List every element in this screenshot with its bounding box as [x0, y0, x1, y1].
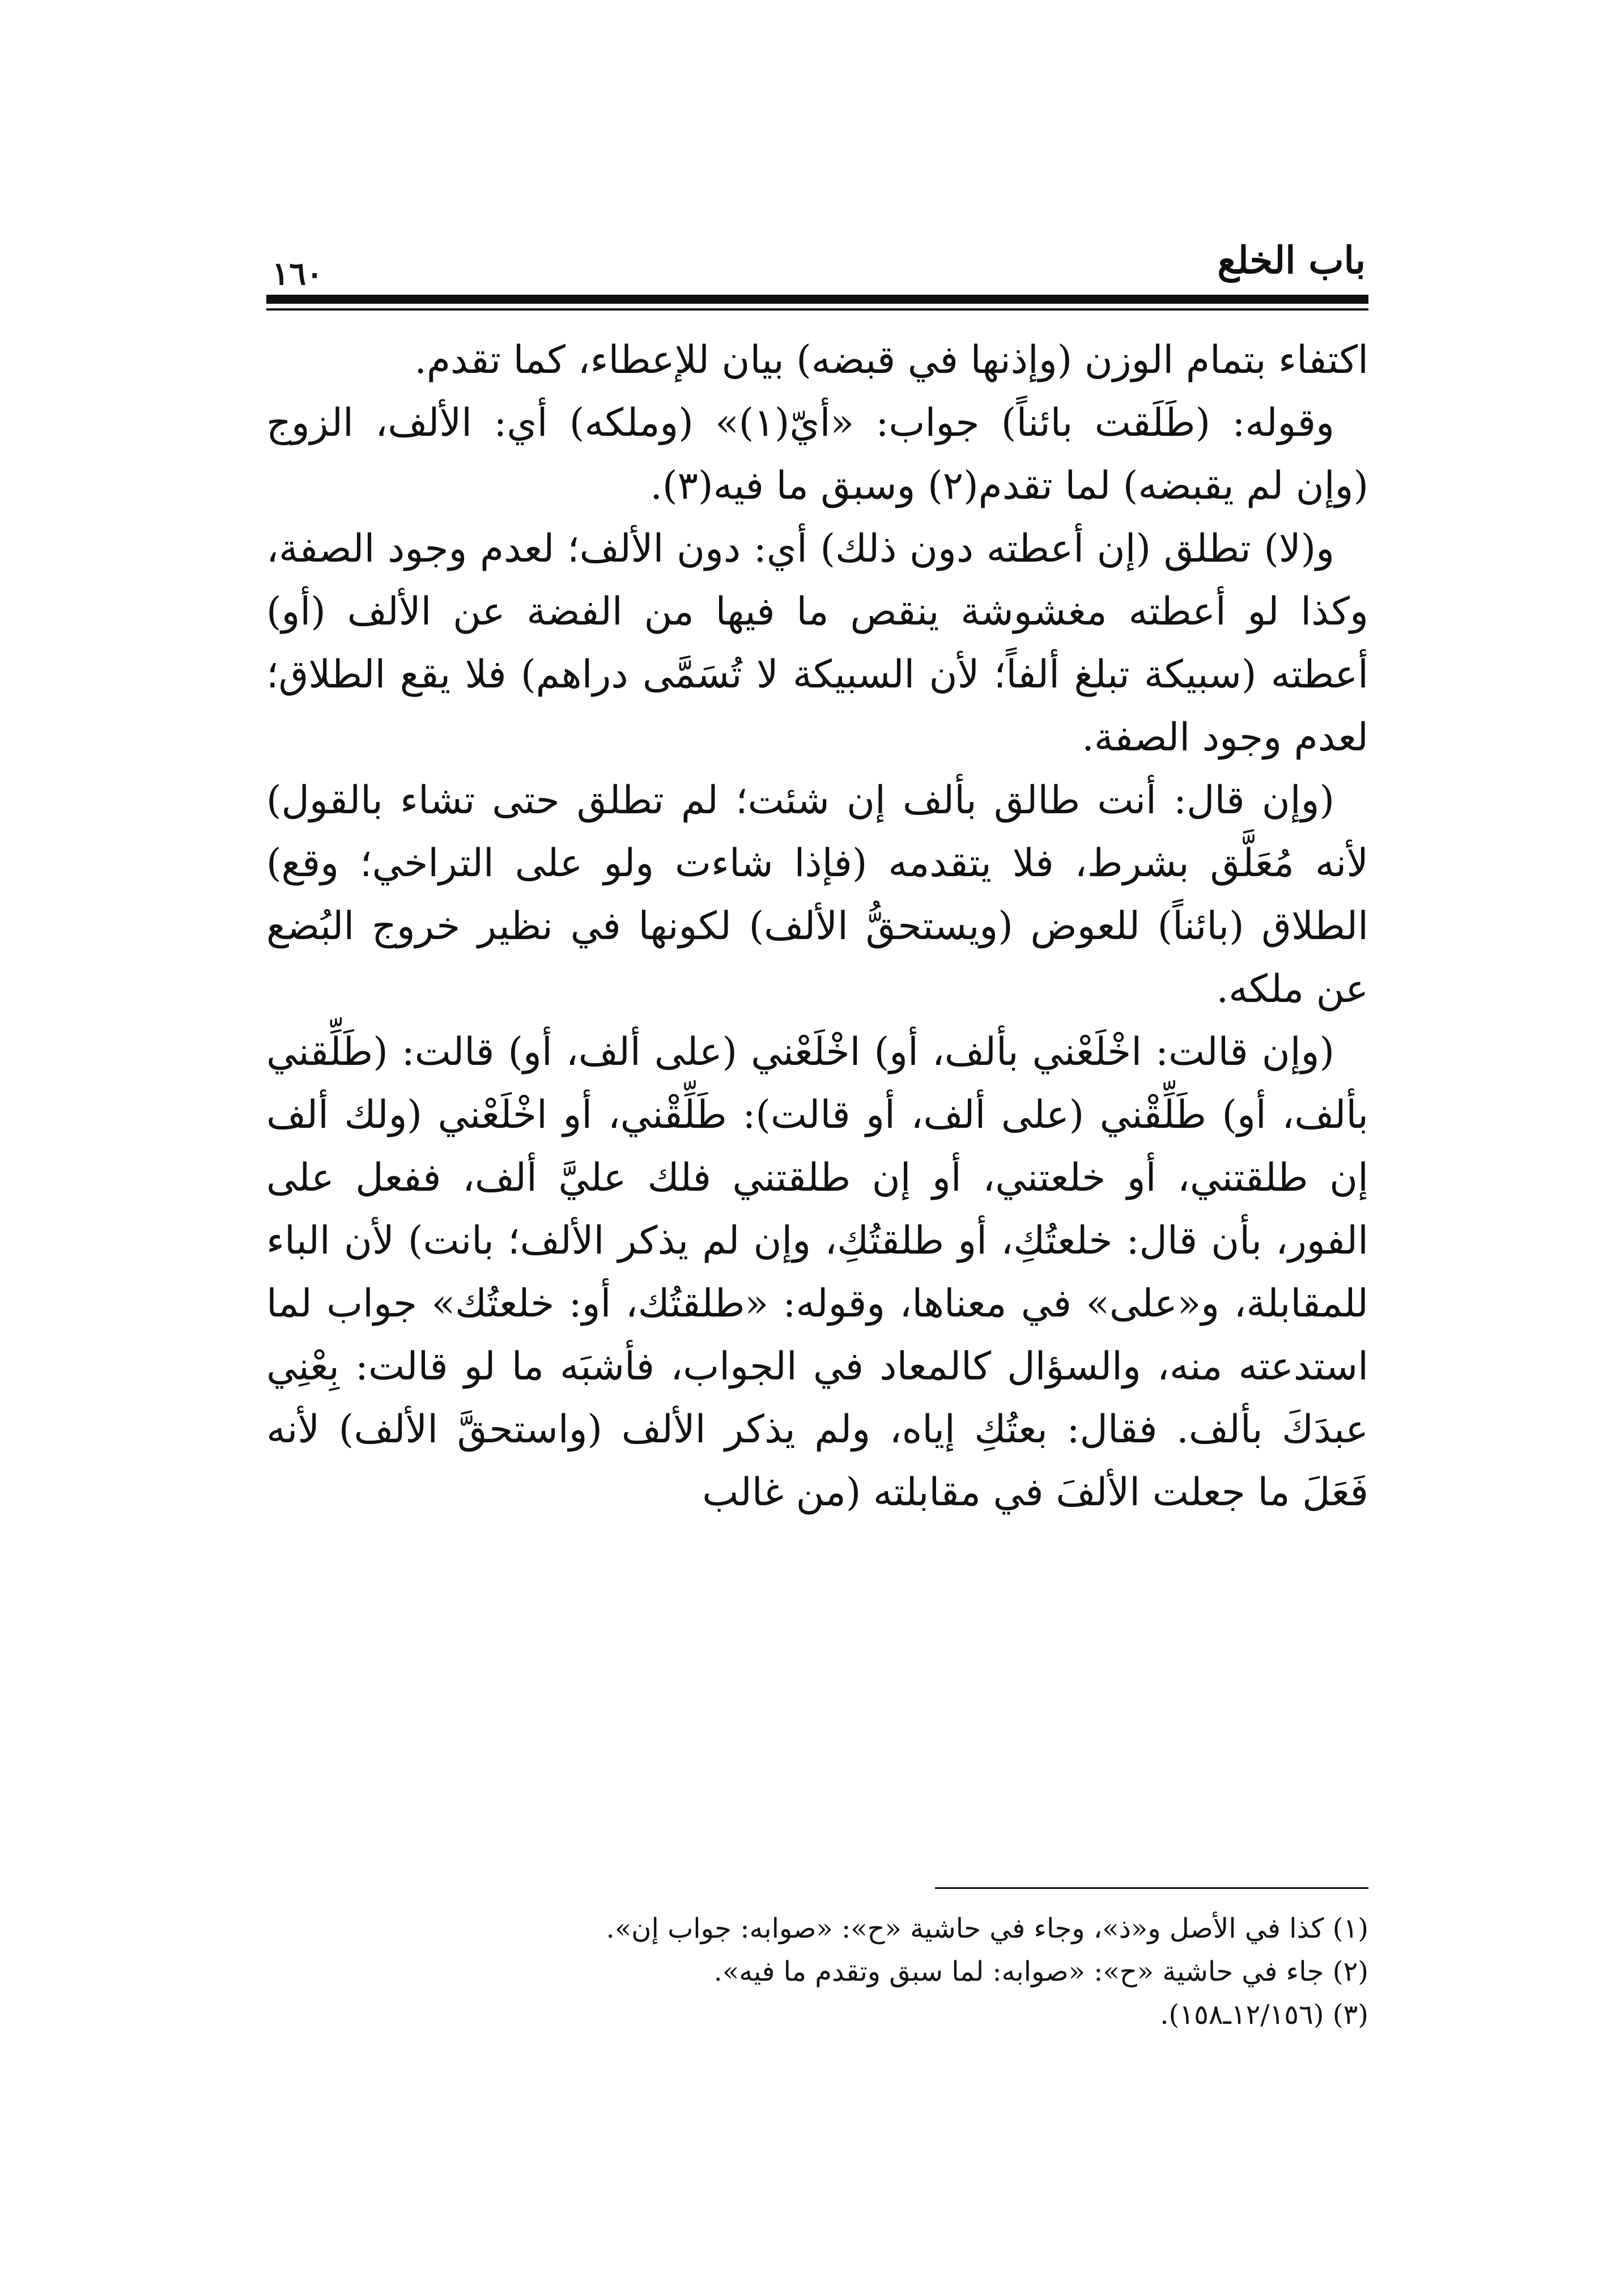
paragraph: وقوله: (طَلَقت بائناً) جواب: «أيّ(١)» (وملكه) أي: الألف، الزوج (وإن لم يقبضه) لما تقدم(٢) وسبق ما فيه(٣). — [266, 401, 1368, 508]
paragraph: (وإن قال: أنت طالق بألف إن شئت؛ لم تطلق حتى تشاء بالقول) لأنه مُعَلَّق بشرط، فلا يتقدمه (فإذا شاءت ولو على التراخي؛ وقع) الطلاق (بائناً) للعوض (ويستحقُّ الألف) لكونها في نظير خروج البُضع عن ملكه. — [266, 778, 1368, 1012]
footnotes — [266, 1907, 1368, 2036]
paragraph: (وإن قالت: اخْلَعْني بألف، أو) اخْلَعْني (على ألف، أو) قالت: (طَلِّقني بألف، أو) طَلِّقْني (على ألف، أو قالت): طَلِّقْني، أو اخْلَعْني (ولك ألف إن طلقتني، أو خلعتني، أو إن طلقتني فلك عليَّ ألف، ففعل على الفور، بأن قال: خلعتُكِ، أو طلقتُكِ، وإن لم يذكر الألف؛ بانت) لأن الباء للمقابلة، و«على» في معناها، وقوله: «طلقتُك، أو: خلعتُك» جواب لما استدعته منه، والسؤال كالمعاد في الجواب، فأشبَه ما لو قالت: بِعْنِي عبدَكَ بألف. فقال: بعتُكِ إياه، ولم يذكر الألف (واستحقَّ الألف) لأنه فَعَلَ ما جعلت الألفَ في مقابلته (من غالب — [266, 1030, 1368, 1515]
header-rule-thick — [266, 295, 1368, 304]
main-text — [266, 329, 1368, 1524]
footnote: (١) كذا في الأصل و«ذ»، وجاء في حاشية «ح»: «صوابه: جواب إن». — [606, 1913, 1368, 1944]
footnote: (٣) (١٢/١٥٦ـ١٥٨). — [1160, 1999, 1368, 2031]
paragraph: و(لا) تطلق (إن أعطته دون ذلك) أي: دون الألف؛ لعدم وجود الصفة، وكذا لو أعطته مغشوشة ينقص ما فيها من الفضة عن الألف (أو) أعطته (سبيكة تبلغ ألفاً؛ لأن السبيكة لا تُسَمَّى دراهم) فلا يقع الطلاق؛ لعدم وجود الصفة. — [266, 526, 1368, 760]
footnote: (٢) جاء في حاشية «ح»: «صوابه: لما سبق وتقدم ما فيه». — [713, 1956, 1368, 1988]
page-number: ١٦٠ — [272, 255, 324, 292]
header-rule-thin — [266, 308, 1368, 311]
footnote-separator — [935, 1887, 1368, 1889]
chapter-title: باب الخلع — [1217, 238, 1366, 282]
paragraph: اكتفاء بتمام الوزن (وإذنها في قبضه) بيان للإعطاء، كما تقدم. — [414, 338, 1368, 383]
